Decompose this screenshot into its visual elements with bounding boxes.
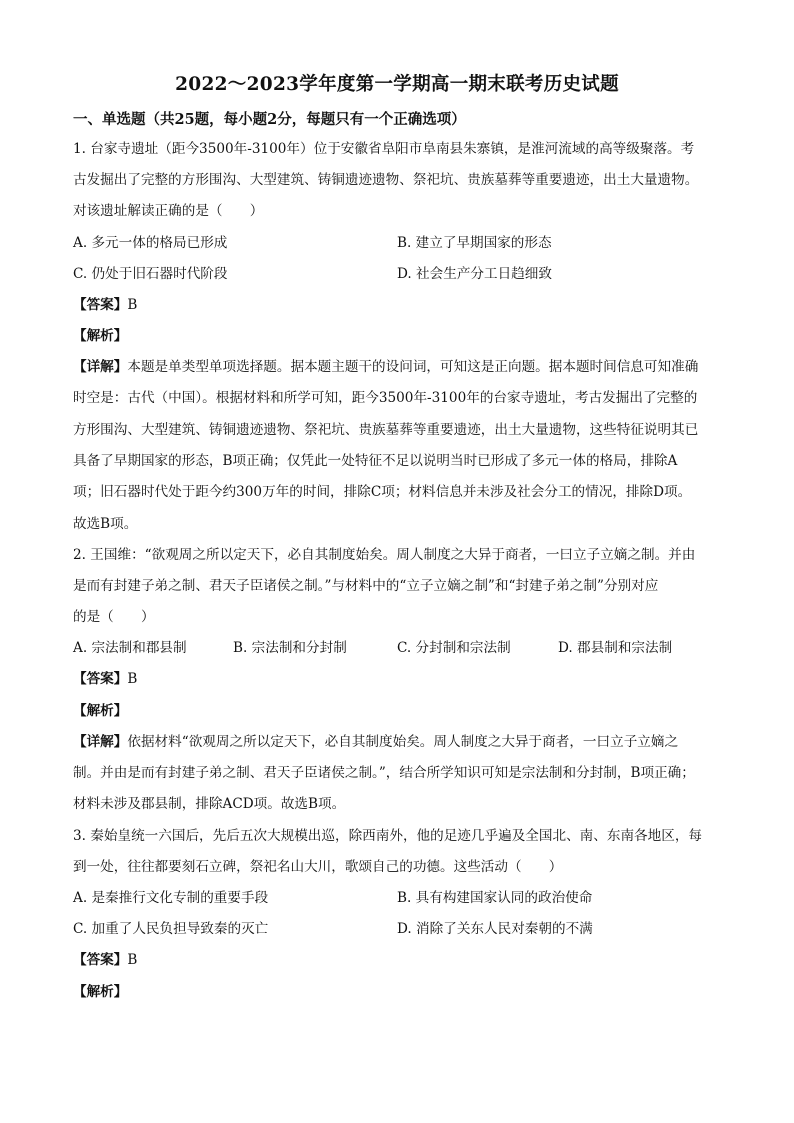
q1-detail-line: 方形围沟、大型建筑、铸铜遗迹遗物、祭祀坑、贵族墓葬等重要遗迹，出土大量遗物，这些特征说明其已 <box>73 422 699 438</box>
q1-detail-line: 故选B项。 <box>73 516 138 532</box>
answer-label: 【答案】 <box>73 297 128 313</box>
q2-answer <box>73 669 137 689</box>
q1-analysis-label: 【解析】 <box>73 328 128 344</box>
answer-label: 【答案】 <box>73 671 128 687</box>
q3-option-a: A. 是秦推行文化专制的重要手段 <box>73 890 269 906</box>
q2-option-a: A. 宗法制和郡县制 <box>73 640 187 656</box>
detail-text: 依据材料“欲观周之所以定天下，必自其制度始矣。周人制度之大异于商者，一曰立子立嫡之 <box>127 734 679 750</box>
q3-stem-line: 到一处，往往都要刻石立碑，祭祀名山大川，歌颂自己的功德。这些活动（ ） <box>73 859 563 875</box>
detail-label: 【详解】 <box>73 359 128 375</box>
q1-stem-line: 1. 台家寺遗址（距今3500年-3100年）位于安徽省阜阳市阜南县朱寨镇，是淮河流域的高等级聚落。考 <box>73 141 695 157</box>
q1-option-b: B. 建立了早期国家的形态 <box>397 235 552 251</box>
answer-value: B <box>127 952 138 968</box>
q2-detail-line: 材料未涉及郡县制，排除ACD项。故选B项。 <box>73 796 346 812</box>
q2-stem-line: 2. 王国维：“欲观周之所以定天下，必自其制度始矣。周人制度之大异于商者，一曰立子立嫡之制。并由 <box>73 547 696 563</box>
q1-option-a: A. 多元一体的格局已形成 <box>73 235 228 251</box>
q1-detail-line <box>73 357 698 377</box>
q3-option-c: C. 加重了人民负担导致秦的灭亡 <box>73 921 269 937</box>
answer-value: B <box>127 297 138 313</box>
q2-detail-line <box>73 732 678 752</box>
detail-label: 【详解】 <box>73 734 128 750</box>
q3-analysis-label: 【解析】 <box>73 984 128 1000</box>
answer-label: 【答案】 <box>73 952 128 968</box>
q1-answer <box>73 295 137 315</box>
q2-detail-line: 制。并由是而有封建子弟之制、君天子臣诸侯之制。”，结合所学知识可知是宗法制和分封制，B项正确； <box>73 765 695 781</box>
page-title: 2022～2023学年度第一学期高一期末联考历史试题 <box>175 74 619 95</box>
detail-text: 本题是单类型单项选择题。据本题主题干的设问词，可知这是正向题。据本题时间信息可知准确 <box>127 359 699 375</box>
q2-analysis-label: 【解析】 <box>73 703 128 719</box>
q3-stem-line: 3. 秦始皇统一六国后，先后五次大规模出巡，除西南外，他的足迹几乎遍及全国北、南、东南各地区，每 <box>73 828 703 844</box>
q2-stem-line: 是而有封建子弟之制、君天子臣诸侯之制。”与材料中的“立子立嫡之制”和“封建子弟之制”分别对应 <box>73 578 659 594</box>
q1-stem-line: 古发掘出了完整的方形围沟、大型建筑、铸铜遗迹遗物、祭祀坑、贵族墓葬等重要遗迹，出土大量遗物。 <box>73 172 699 188</box>
q3-answer <box>73 950 137 970</box>
section-heading: 一、单选题（共25题，每小题2分，每题只有一个正确选项） <box>73 111 466 128</box>
q3-option-d: D. 消除了关东人民对秦朝的不满 <box>397 921 593 937</box>
q1-detail-line: 项；旧石器时代处于距今约300万年的时间，排除C项；材料信息并未涉及社会分工的情况，排除D项。 <box>73 484 692 500</box>
q2-option-b: B. 宗法制和分封制 <box>233 640 347 656</box>
q1-option-d: D. 社会生产分工日趋细致 <box>397 266 552 282</box>
q2-stem-line: 的是（ ） <box>73 609 155 625</box>
q1-stem-line: 对该遗址解读正确的是（ ） <box>73 203 264 219</box>
answer-value: B <box>127 671 138 687</box>
q2-option-c: C. 分封制和宗法制 <box>397 640 511 656</box>
q1-detail-line: 具备了早期国家的形态，B项正确；仅凭此一处特征不足以说明当时已形成了多元一体的格局，排除A <box>73 453 678 469</box>
q1-detail-line: 时空是：古代（中国）。根据材料和所学可知，距今3500年-3100年的台家寺遗址，考古发掘出了完整的 <box>73 390 698 406</box>
q1-option-c: C. 仍处于旧石器时代阶段 <box>73 266 228 282</box>
q3-option-b: B. 具有构建国家认同的政治使命 <box>397 890 593 906</box>
q2-option-d: D. 郡县制和宗法制 <box>558 640 673 656</box>
